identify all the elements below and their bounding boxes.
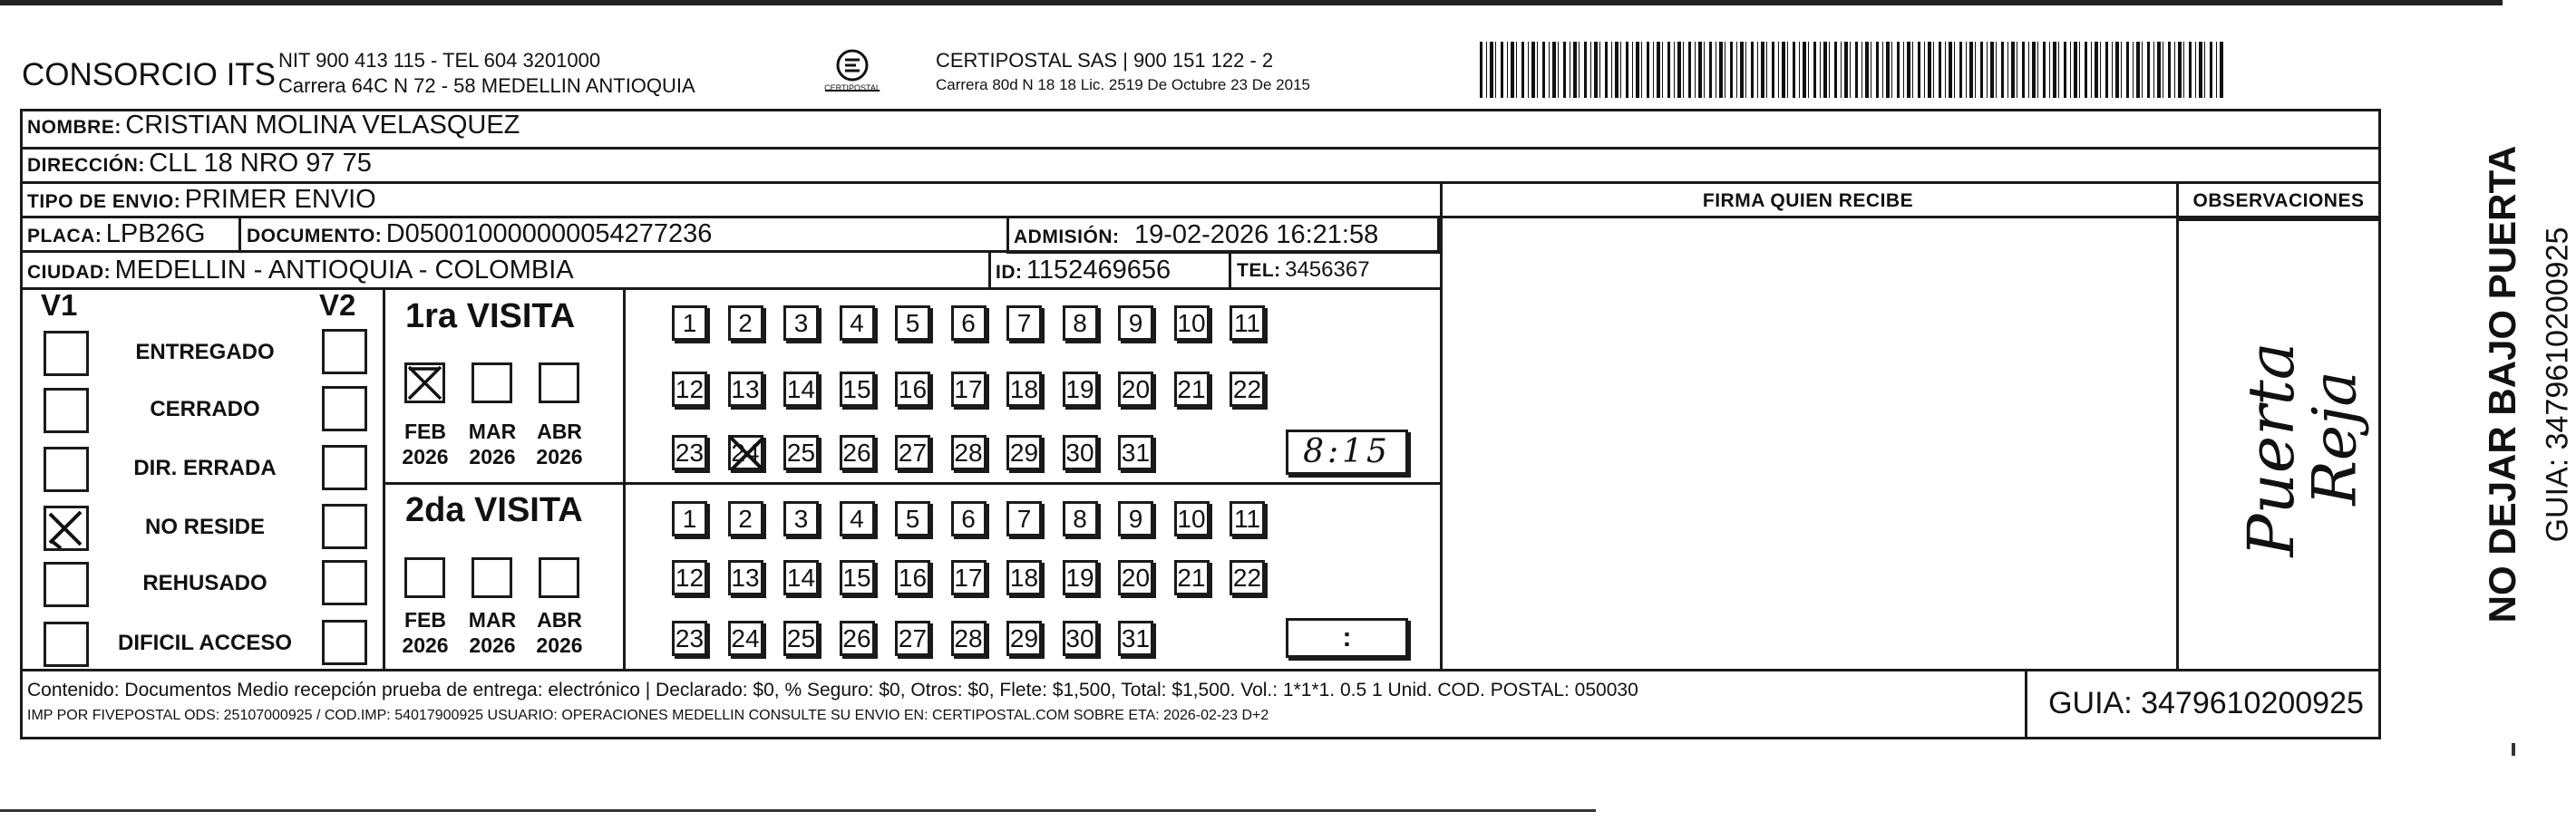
v2-checkbox[interactable] — [322, 445, 367, 490]
day-box[interactable]: 13 — [728, 560, 763, 595]
day-box[interactable]: 28 — [951, 435, 987, 470]
id-value: 1152469656 — [1026, 256, 1171, 285]
day-box[interactable]: 8 — [1063, 305, 1098, 341]
ciudad-value: MEDELLIN - ANTIOQUIA - COLOMBIA — [114, 256, 574, 285]
day-box[interactable]: 21 — [1174, 560, 1210, 595]
direccion-value: CLL 18 NRO 97 75 — [149, 149, 372, 178]
day-box[interactable]: 2 — [728, 305, 763, 341]
day-box[interactable]: 1 — [672, 305, 707, 341]
nombre-row — [27, 111, 520, 140]
side-guia: GUIA: 3479610200925 — [2540, 227, 2575, 543]
admision-label: ADMISIÓN: — [1014, 227, 1120, 247]
observaciones-handwriting — [2181, 222, 2377, 666]
v2-heading: V2 — [319, 288, 356, 322]
first-visit-time-box[interactable] — [1286, 430, 1408, 475]
tel-row — [1237, 257, 1370, 283]
top-scan-edge — [0, 0, 2503, 5]
footer-guia: GUIA: 3479610200925 — [2048, 686, 2364, 720]
direccion-label: DIRECCIÓN: — [27, 155, 145, 176]
month-label: FEB 2026 — [402, 608, 449, 657]
placa-value: LPB26G — [105, 219, 206, 248]
day-box[interactable]: 31 — [1118, 435, 1153, 470]
admision-value: 19-02-2026 16:21:58 — [1133, 220, 1379, 249]
day-box[interactable]: 23 — [672, 435, 707, 470]
bottom-scan-edge — [0, 809, 1596, 812]
status-label: NO RESIDE — [144, 515, 266, 539]
day-box[interactable]: 6 — [951, 501, 987, 536]
day-box[interactable]: 22 — [1230, 372, 1265, 407]
documento-label: DOCUMENTO: — [247, 226, 383, 246]
day-box[interactable]: 9 — [1118, 305, 1153, 341]
check-mark-icon — [729, 436, 765, 472]
month-label: ABR 2026 — [536, 608, 583, 657]
day-box[interactable]: 14 — [783, 372, 819, 407]
day-box[interactable]: 15 — [840, 560, 875, 595]
v1-checkbox[interactable] — [44, 447, 89, 492]
v2-checkbox[interactable] — [322, 329, 367, 374]
placa-row — [27, 219, 205, 249]
placa-label: PLACA: — [27, 226, 102, 246]
observaciones-line-1: Puerta — [2234, 342, 2309, 557]
first-visit-time: 8:15 — [1303, 433, 1391, 470]
day-box[interactable]: 10 — [1174, 305, 1210, 341]
v1-heading: V1 — [41, 288, 78, 322]
month-checkbox[interactable] — [539, 557, 579, 598]
month-label: MAR 2026 — [468, 420, 517, 468]
v1-checkbox[interactable] — [44, 562, 89, 607]
status-label: CERRADO — [150, 397, 260, 421]
day-box[interactable]: 10 — [1174, 501, 1210, 536]
day-box[interactable]: 26 — [840, 621, 875, 656]
company-nit: NIT 900 413 115 - TEL 604 3201000 — [278, 49, 601, 72]
v2-checkbox[interactable] — [322, 560, 367, 605]
second-visit-time: : — [1342, 623, 1352, 652]
scan-specks — [2512, 743, 2515, 756]
day-box[interactable]: 24 — [728, 435, 763, 470]
day-box[interactable]: 5 — [895, 305, 930, 341]
status-label: DIFICIL ACCESO — [117, 631, 292, 655]
tipo-label: TIPO DE ENVIO: — [27, 191, 181, 212]
footer-imp: IMP POR FIVEPOSTAL ODS: 25107000925 / COD.IMP: 54017900925 USUARIO: OPERACIONES MEDELLIN CONSULTE SU ENVIO EN: CERTIPOSTAL.COM SOBRE ETA: 2026-02-23 D+2 — [27, 708, 1269, 723]
day-box[interactable]: 17 — [951, 372, 987, 407]
v2-checkbox[interactable] — [322, 620, 367, 665]
day-box[interactable]: 18 — [1006, 372, 1042, 407]
day-box[interactable]: 6 — [951, 305, 987, 341]
id-row — [996, 256, 1171, 285]
second-visit-heading: 2da VISITA — [405, 491, 583, 529]
firma-label: FIRMA QUIEN RECIBE — [1702, 190, 1914, 211]
day-box[interactable]: 22 — [1230, 560, 1265, 595]
day-box[interactable]: 3 — [783, 501, 819, 536]
v1-checkbox[interactable] — [44, 388, 89, 433]
day-box[interactable]: 29 — [1006, 435, 1042, 470]
company-address: Carrera 64C N 72 - 58 MEDELLIN ANTIOQUIA — [278, 74, 695, 97]
month-label: FEB 2026 — [402, 420, 449, 468]
observaciones-line-2: Reja — [2299, 371, 2370, 506]
day-box[interactable]: 19 — [1063, 372, 1098, 407]
day-box[interactable]: 21 — [1174, 372, 1210, 407]
day-box[interactable]: 27 — [895, 621, 930, 656]
month-label: ABR 2026 — [536, 420, 583, 468]
observaciones-label: OBSERVACIONES — [2192, 190, 2365, 211]
day-box[interactable]: 16 — [895, 372, 930, 407]
month-checkbox[interactable] — [404, 557, 445, 598]
ciudad-label: CIUDAD: — [27, 262, 112, 283]
day-box[interactable]: 19 — [1063, 560, 1098, 595]
check-mark-icon — [407, 365, 442, 401]
v1-checkbox[interactable] — [44, 622, 89, 667]
documento-value: D050010000000054277236 — [385, 219, 713, 248]
carrier-logo-text: CERTIPOSTAL — [824, 83, 880, 92]
day-box[interactable]: 30 — [1063, 621, 1098, 656]
day-box[interactable]: 7 — [1006, 501, 1042, 536]
documento-row — [247, 219, 712, 249]
day-box[interactable]: 12 — [672, 372, 707, 407]
day-box[interactable]: 13 — [728, 372, 763, 407]
signature-area[interactable] — [1444, 221, 2174, 667]
v1-checkbox[interactable] — [44, 331, 89, 376]
day-box[interactable]: 14 — [783, 560, 819, 595]
day-box[interactable]: 20 — [1118, 372, 1153, 407]
day-box[interactable]: 26 — [840, 435, 875, 470]
day-box[interactable]: 11 — [1230, 501, 1265, 536]
status-label: ENTREGADO — [135, 340, 275, 364]
day-box[interactable]: 9 — [1118, 501, 1153, 536]
month-label: MAR 2026 — [468, 608, 517, 657]
day-box[interactable]: 30 — [1063, 435, 1098, 470]
day-box[interactable]: 2 — [728, 501, 763, 536]
day-box[interactable]: 3 — [783, 305, 819, 341]
day-box[interactable]: 8 — [1063, 501, 1098, 536]
day-box[interactable]: 16 — [895, 560, 930, 595]
month-checkbox[interactable] — [471, 362, 512, 403]
nombre-value: CRISTIAN MOLINA VELASQUEZ — [125, 111, 520, 140]
v1-checkbox[interactable] — [44, 506, 89, 551]
day-box[interactable]: 5 — [895, 501, 930, 536]
footer-contenido: Contenido: Documentos Medio recepción prueba de entrega: electrónico | Declarado: $0, % Seguro: $0, Otros: $0, Flete: $1,500, Total: $1,500. Vol.: 1*1*1. 0.5 1 Unid. COD. POSTAL: 050030 — [27, 680, 1638, 700]
day-box[interactable]: 25 — [783, 621, 819, 656]
day-box[interactable]: 23 — [672, 621, 707, 656]
tel-label: TEL: — [1237, 260, 1281, 281]
day-box[interactable]: 20 — [1118, 560, 1153, 595]
day-box[interactable]: 4 — [840, 305, 875, 341]
day-box[interactable]: 7 — [1006, 305, 1042, 341]
admision-row — [1014, 220, 1378, 250]
id-label: ID: — [996, 262, 1023, 283]
status-label: REHUSADO — [142, 571, 267, 595]
tipo-value: PRIMER ENVIO — [184, 185, 376, 214]
carrier-license: Carrera 80d N 18 18 Lic. 2519 De Octubre 23 De 2015 — [936, 76, 1310, 93]
month-checkbox[interactable] — [404, 362, 445, 403]
day-box[interactable]: 4 — [840, 501, 875, 536]
side-warning: NO DEJAR BAJO PUERTA — [2481, 145, 2523, 623]
status-label: DIR. ERRADA — [133, 456, 277, 480]
tipo-row — [27, 185, 376, 215]
day-box[interactable]: 31 — [1118, 621, 1153, 656]
day-box[interactable]: 1 — [672, 501, 707, 536]
day-box[interactable]: 12 — [672, 560, 707, 595]
company-name: CONSORCIO ITS — [22, 57, 277, 92]
day-box[interactable]: 18 — [1006, 560, 1042, 595]
day-box[interactable]: 27 — [895, 435, 930, 470]
v2-checkbox[interactable] — [322, 386, 367, 431]
tel-value: 3456367 — [1285, 257, 1370, 282]
check-mark-icon — [46, 508, 86, 548]
day-box[interactable]: 28 — [951, 621, 987, 656]
day-box[interactable]: 11 — [1230, 305, 1265, 341]
v2-checkbox[interactable] — [322, 504, 367, 549]
ciudad-row — [27, 256, 574, 285]
barcode — [1480, 42, 2223, 98]
day-box[interactable]: 15 — [840, 372, 875, 407]
month-checkbox[interactable] — [471, 557, 512, 598]
day-box[interactable]: 17 — [951, 560, 987, 595]
day-box[interactable]: 29 — [1006, 621, 1042, 656]
second-visit-time-box[interactable] — [1286, 618, 1408, 658]
nombre-label: NOMBRE: — [27, 117, 122, 138]
day-box[interactable]: 24 — [728, 621, 763, 656]
day-box[interactable]: 25 — [783, 435, 819, 470]
first-visit-heading: 1ra VISITA — [405, 297, 576, 335]
month-checkbox[interactable] — [539, 362, 579, 403]
carrier-name: CERTIPOSTAL SAS | 900 151 122 - 2 — [936, 49, 1274, 72]
direccion-row — [27, 149, 372, 179]
